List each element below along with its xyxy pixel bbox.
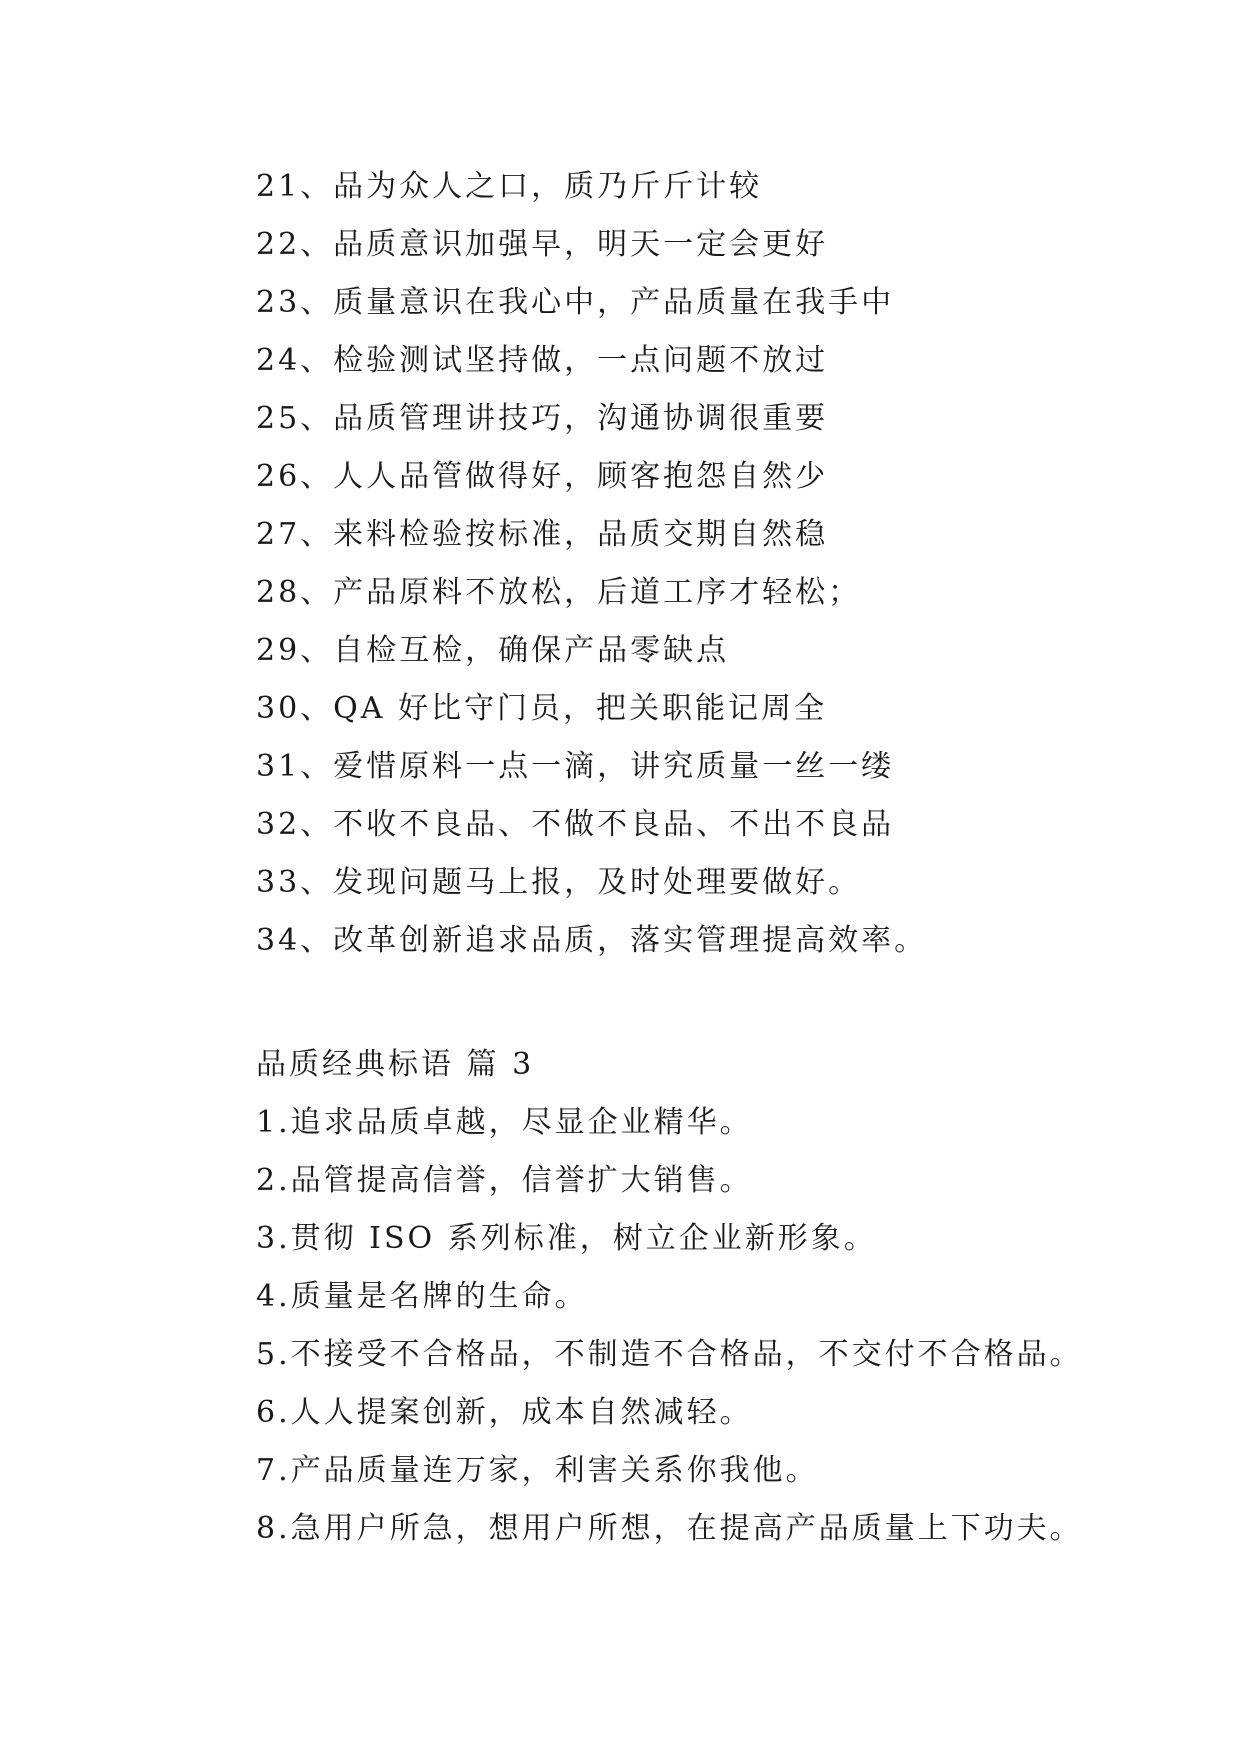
list-item: 24、检验测试坚持做，一点问题不放过	[256, 343, 829, 378]
list-item: 31、爱惜原料一点一滴，讲究质量一丝一缕	[256, 749, 895, 784]
list-item: 3.贯彻 ISO 系列标准，树立企业新形象。	[256, 1221, 877, 1256]
section-3	[256, 1036, 1156, 1558]
list-item: 2.品管提高信誉，信誉扩大销售。	[256, 1163, 753, 1198]
list-item: 22、品质意识加强早，明天一定会更好	[256, 227, 829, 262]
list-item: 8.急用户所急，想用户所想，在提高产品质量上下功夫。	[256, 1511, 1083, 1546]
list-item: 6.人人提案创新，成本自然减轻。	[256, 1395, 753, 1430]
slogan-list-continued	[256, 158, 1156, 970]
list-item: 27、来料检验按标准，品质交期自然稳	[256, 517, 829, 552]
list-item: 32、不收不良品、不做不良品、不出不良品	[256, 807, 895, 842]
list-item: 34、改革创新追求品质，落实管理提高效率。	[256, 923, 928, 958]
list-item: 28、产品原料不放松，后道工序才轻松；	[256, 575, 862, 610]
list-item: 23、质量意识在我心中，产品质量在我手中	[256, 285, 895, 320]
section-heading: 品质经典标语 篇 3	[256, 1047, 535, 1082]
list-item: 26、人人品管做得好，顾客抱怨自然少	[256, 459, 829, 494]
list-item: 30、QA 好比守门员，把关职能记周全	[256, 691, 827, 726]
list-item: 29、自检互检，确保产品零缺点	[256, 633, 730, 668]
list-item: 1.追求品质卓越，尽显企业精华。	[256, 1105, 753, 1140]
list-item: 33、发现问题马上报，及时处理要做好。	[256, 865, 862, 900]
list-item: 21、品为众人之口，质乃斤斤计较	[256, 169, 763, 204]
list-item: 4.质量是名牌的生命。	[256, 1279, 588, 1314]
list-item: 7.产品质量连万家，利害关系你我他。	[256, 1453, 819, 1488]
list-item: 5.不接受不合格品，不制造不合格品，不交付不合格品。	[256, 1337, 1083, 1372]
list-item: 25、品质管理讲技巧，沟通协调很重要	[256, 401, 829, 436]
